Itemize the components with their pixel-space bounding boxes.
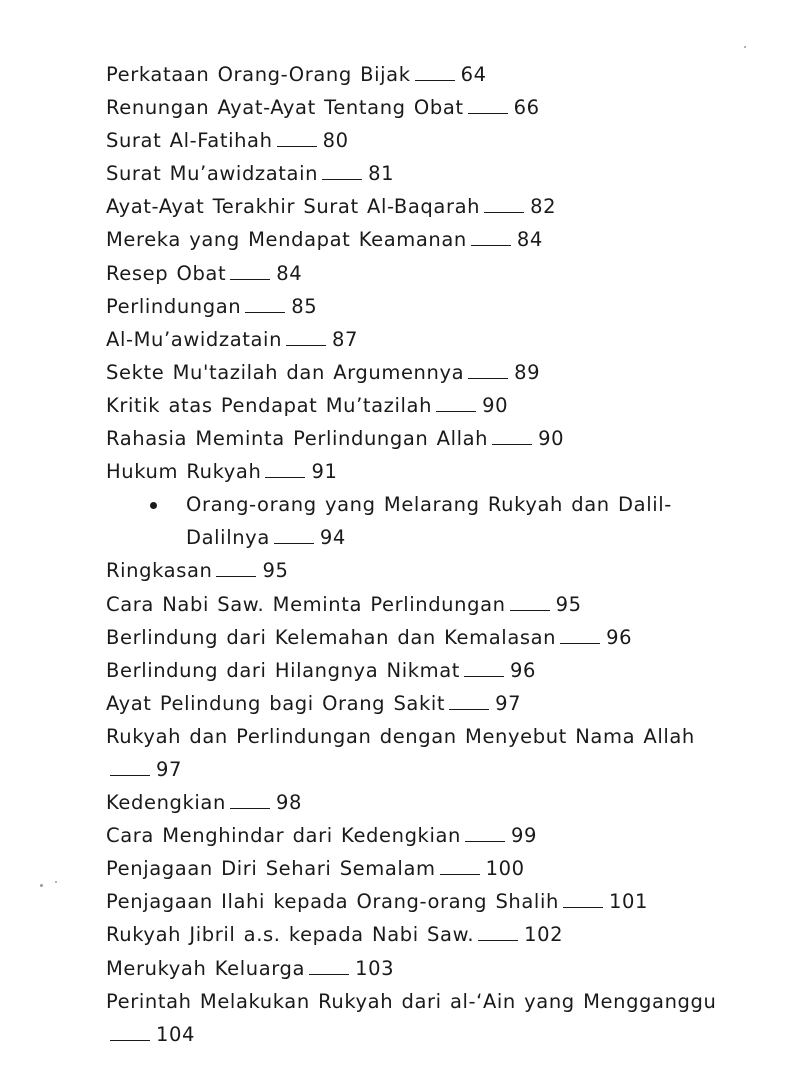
toc-entry-title: Berlindung dari Hilangnya Nikmat <box>106 658 461 682</box>
toc-entry-page: 97 <box>495 691 522 715</box>
toc-leader-line <box>274 543 314 544</box>
toc-entry-title: Renungan Ayat-Ayat Tentang Obat <box>106 96 464 120</box>
toc-entry-page: 98 <box>275 791 302 815</box>
toc-entry-page: 99 <box>510 824 537 848</box>
toc-entry-title: Kedengkian <box>106 791 226 815</box>
toc-entry-page: 66 <box>513 96 540 120</box>
toc-leader-line <box>468 378 508 379</box>
toc-entry <box>106 356 746 389</box>
bullet-icon <box>150 502 157 509</box>
toc-leader-line <box>510 610 550 611</box>
toc-entry <box>106 852 746 885</box>
toc-entry-title: Perkataan Orang-Orang Bijak <box>106 63 411 86</box>
toc-entry-page: 85 <box>291 294 318 318</box>
toc-leader-line <box>277 146 317 147</box>
toc-leader-line <box>110 1040 150 1041</box>
toc-entry-title: Sekte Mu'tazilah dan Argumennya <box>106 360 465 384</box>
toc-entry-title: Ayat-Ayat Terakhir Surat Al-Baqarah <box>106 195 481 219</box>
toc-leader-line <box>464 676 504 677</box>
toc-leader-line <box>415 80 455 81</box>
toc-entry-title: Rukyah dan Perlindungan dengan Menyebut Nama Allah <box>106 724 695 748</box>
toc-entry <box>106 819 746 852</box>
toc-leader-line <box>309 974 349 975</box>
toc-entry <box>106 455 746 488</box>
toc-entry-page: 90 <box>482 393 509 417</box>
toc-entry-title: Ayat Pelindung bagi Orang Sakit <box>106 691 446 715</box>
toc-leader-line <box>440 874 480 875</box>
toc-entry-page: 100 <box>485 857 525 881</box>
toc-leader-line <box>230 279 270 280</box>
toc-leader-line <box>560 643 600 644</box>
toc-entry <box>106 91 746 124</box>
toc-entry-page: 96 <box>510 658 537 682</box>
toc-leader-line <box>110 775 150 776</box>
toc-sub-entry <box>106 488 746 554</box>
toc-leader-line <box>563 907 603 908</box>
toc-entry-title: Hukum Rukyah <box>106 460 262 484</box>
toc-entry-title: Kritik atas Pendapat Mu’tazilah <box>106 393 433 417</box>
toc-leader-line <box>465 841 505 842</box>
toc-entry <box>106 257 746 290</box>
toc-entry <box>106 389 746 422</box>
toc-entry-page: 103 <box>355 956 395 980</box>
toc-entry-title: Surat Al-Fatihah <box>106 129 273 153</box>
toc-leader-line <box>471 245 511 246</box>
toc-entry <box>106 687 746 720</box>
toc-entry <box>106 157 746 190</box>
toc-entry-title: Resep Obat <box>106 261 227 285</box>
toc-entry-title: Penjagaan Diri Sehari Semalam <box>106 857 436 881</box>
toc-leader-line <box>492 444 532 445</box>
toc-entry-page: 95 <box>555 592 582 616</box>
toc-entry-page: 80 <box>322 129 349 153</box>
toc-entry-title: Mereka yang Mendapat Keamanan <box>106 228 467 252</box>
toc-entry <box>106 124 746 157</box>
toc-entry-page: 87 <box>332 327 359 351</box>
toc-entry-title: Rukyah Jibril a.s. kepada Nabi Saw. <box>106 923 475 947</box>
toc-leader-line <box>286 345 326 346</box>
toc-leader-line <box>468 113 508 114</box>
toc-entry <box>106 554 746 587</box>
toc-entry-page: 84 <box>516 228 543 252</box>
toc-leader-line <box>230 808 270 809</box>
toc-entry <box>106 985 746 1051</box>
toc-entry-page: 96 <box>606 625 633 649</box>
toc-entry-title: Cara Menghindar dari Kedengkian <box>106 824 461 848</box>
toc-entry <box>106 786 746 819</box>
toc-entry <box>106 952 746 985</box>
toc-entry <box>106 588 746 621</box>
toc-entry-page: 97 <box>156 757 183 781</box>
toc-entry-title: Berlindung dari Kelemahan dan Kemalasan <box>106 625 557 649</box>
toc-entry-title: Al-Mu’awidzatain <box>106 327 283 351</box>
toc-entry-page: 91 <box>311 460 338 484</box>
toc-entry-page: 94 <box>319 526 346 550</box>
toc-entry <box>106 223 746 256</box>
toc-entry-title: Cara Nabi Saw. Meminta Perlindungan <box>106 592 506 616</box>
toc-entry-title: Ringkasan <box>106 559 213 583</box>
toc-entry-title: Surat Mu’awidzatain <box>106 162 319 186</box>
toc-entry <box>106 918 746 951</box>
toc-entry-page: 102 <box>524 923 564 947</box>
toc-entry <box>106 290 746 323</box>
toc-entry-page: 84 <box>276 261 303 285</box>
toc-entry-title: Merukyah Keluarga <box>106 956 306 980</box>
toc-entry-page: 95 <box>262 559 289 583</box>
toc-entry <box>106 422 746 455</box>
toc-entry-page: 82 <box>530 195 557 219</box>
toc-entry-page: 90 <box>538 427 565 451</box>
toc-leader-line <box>449 709 489 710</box>
toc-leader-line <box>322 179 362 180</box>
toc-entry-page: 89 <box>514 360 541 384</box>
paper-speck <box>744 46 746 48</box>
toc-entry-page: 64 <box>460 63 487 86</box>
toc-entry <box>106 190 746 223</box>
toc-leader-line <box>265 477 305 478</box>
toc-leader-line <box>216 576 256 577</box>
toc-leader-line <box>484 212 524 213</box>
toc-entry-page: 81 <box>368 162 395 186</box>
toc-entry <box>106 885 746 918</box>
toc-entry-title: Perlindungan <box>106 294 242 318</box>
toc-entry <box>106 621 746 654</box>
toc-entry <box>106 58 746 91</box>
paper-speck <box>55 881 57 883</box>
toc-entry <box>106 720 746 786</box>
toc-entry-title: Perintah Melakukan Rukyah dari al-‘Ain yang Mengganggu <box>106 989 717 1013</box>
toc-entry-page: 104 <box>156 1022 196 1046</box>
paper-speck <box>40 884 43 887</box>
toc-entry-title: Penjagaan Ilahi kepada Orang-orang Shalih <box>106 890 559 914</box>
toc-leader-line <box>478 940 518 941</box>
toc-entry <box>106 323 746 356</box>
table-of-contents <box>106 58 746 1051</box>
toc-entry-page: 101 <box>608 890 648 914</box>
toc-leader-line <box>436 411 476 412</box>
toc-leader-line <box>245 312 285 313</box>
toc-entry <box>106 654 746 687</box>
toc-entry-title: Rahasia Meminta Perlindungan Allah <box>106 427 489 451</box>
toc-entry-title: Orang-orang yang Melarang Rukyah dan Dalil-Dalilnya <box>186 493 672 550</box>
